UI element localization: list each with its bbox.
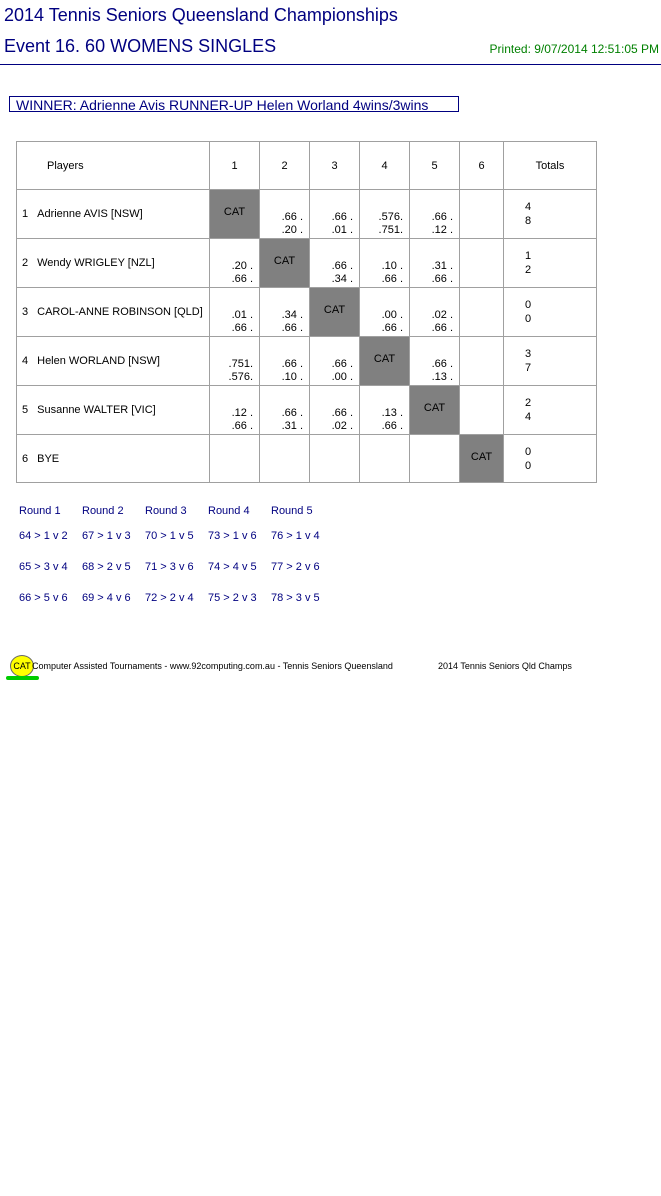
score-cell [260,288,310,337]
col-header-4: 4 [360,142,410,190]
score-line: .31 . [431,260,453,272]
score-cell [410,190,460,239]
empty-cell [460,239,504,288]
cat-cell: CAT [310,288,360,337]
page-title: 2014 Tennis Seniors Queensland Championships [4,5,398,25]
empty-cell [460,337,504,386]
empty-cell [310,435,360,483]
total-value: 4 [525,411,532,423]
score-line: .66 . [431,322,453,334]
match-entry: 73 > 1 v 6 [208,530,257,542]
score-line: .66 . [281,358,303,370]
player-label: Adrienne AVIS [NSW] [37,208,143,220]
score-line: .13 . [381,407,403,419]
score-cell [310,239,360,288]
player-number: 4 [22,355,29,367]
player-number: 5 [22,404,29,416]
cat-cell: CAT [260,239,310,288]
player-name [17,337,210,386]
score-line: .02 . [331,420,353,432]
score-line: .66 . [231,322,253,334]
player-name [17,190,210,239]
player-number: 3 [22,306,29,318]
score-line: .66 . [281,407,303,419]
score-cell [210,337,260,386]
match-entry: 72 > 2 v 4 [145,592,194,604]
match-entry: 68 > 2 v 5 [82,561,131,573]
match-entry: 76 > 1 v 4 [271,530,320,542]
total-value: 8 [525,215,532,227]
score-line: .66 . [331,358,353,370]
score-line: .01 . [331,224,353,236]
score-line: .66 . [281,211,303,223]
empty-cell [460,288,504,337]
total-value: 3 [525,348,532,360]
score-line: .20 . [231,260,253,272]
cat-cell: CAT [360,337,410,386]
score-cell [210,239,260,288]
results-grid [16,141,597,483]
totals-header: Totals [504,142,597,190]
match-entry: 69 > 4 v 6 [82,592,131,604]
empty-cell [260,435,310,483]
round-label: Round 2 [82,505,124,517]
match-entry: 74 > 4 v 5 [208,561,257,573]
score-line: .66 . [381,420,403,432]
round-label: Round 5 [271,505,313,517]
match-entry: 75 > 2 v 3 [208,592,257,604]
match-entry: 78 > 3 v 5 [271,592,320,604]
score-line: .751. [228,358,253,370]
match-entry: 66 > 5 v 6 [19,592,68,604]
score-cell [360,239,410,288]
score-line: .66 . [281,322,303,334]
score-cell [260,386,310,435]
score-cell [360,190,410,239]
table-row [17,386,597,435]
score-line: .00 . [381,309,403,321]
score-line: .66 . [431,358,453,370]
player-label: Susanne WALTER [VIC] [37,404,156,416]
score-cell [410,239,460,288]
table-row [17,288,597,337]
totals-cell [504,386,597,435]
col-header-2: 2 [260,142,310,190]
empty-cell [210,435,260,483]
score-line: .12 . [431,224,453,236]
score-line: .576. [378,211,403,223]
score-line: .13 . [431,371,453,383]
match-entry: 70 > 1 v 5 [145,530,194,542]
score-cell [310,386,360,435]
score-cell [410,288,460,337]
totals-cell [504,435,597,483]
logo-underline [6,676,39,680]
total-value: 0 [525,445,532,458]
score-line: .20 . [281,224,303,236]
score-line: .66 . [231,420,253,432]
match-entry: 77 > 2 v 6 [271,561,320,573]
score-line: .66 . [431,211,453,223]
score-line: .576. [228,371,253,383]
score-line: .10 . [281,371,303,383]
total-value: 2 [525,397,532,409]
player-name [17,288,210,337]
table-row [17,337,597,386]
winner-box: WINNER: Adrienne Avis RUNNER-UP Helen Worland 4wins/3wins [9,96,459,112]
player-label: Helen WORLAND [NSW] [37,355,160,367]
score-line: .66 . [331,407,353,419]
score-line: .00 . [331,371,353,383]
col-header-6: 6 [460,142,504,190]
score-line: .751. [378,224,403,236]
score-line: .66 . [381,322,403,334]
score-cell [360,288,410,337]
player-name [17,435,210,483]
player-name [17,239,210,288]
printed-timestamp: Printed: 9/07/2014 12:51:05 PM [489,42,659,56]
match-entry: 67 > 1 v 3 [82,530,131,542]
col-header-1: 1 [210,142,260,190]
totals-cell [504,337,597,386]
player-label: Wendy WRIGLEY [NZL] [37,257,155,269]
player-label: BYE [37,452,60,465]
match-entry: 65 > 3 v 4 [19,561,68,573]
event-title: Event 16. 60 WOMENS SINGLES [4,36,277,56]
score-line: .66 . [331,260,353,272]
score-cell [260,337,310,386]
cat-logo: CAT [10,655,34,677]
col-header-3: 3 [310,142,360,190]
table-row [17,239,597,288]
player-number: 6 [22,452,29,465]
total-value: 1 [525,250,532,262]
table-row [17,435,597,483]
header-divider [0,64,661,65]
match-entry: 64 > 1 v 2 [19,530,68,542]
player-number: 2 [22,257,29,269]
total-value: 0 [525,299,532,311]
totals-cell [504,190,597,239]
footer-event-name: 2014 Tennis Seniors Qld Champs [438,661,572,671]
score-line: .34 . [331,273,353,285]
match-entry: 71 > 3 v 6 [145,561,194,573]
table-row [17,190,597,239]
score-line: .02 . [431,309,453,321]
player-name [17,386,210,435]
empty-cell [460,190,504,239]
score-line: .01 . [231,309,253,321]
round-label: Round 4 [208,505,250,517]
score-line: .10 . [381,260,403,272]
score-line: .66 . [431,273,453,285]
round-label: Round 3 [145,505,187,517]
players-header: Players [17,142,210,190]
score-cell [410,337,460,386]
score-cell [210,288,260,337]
total-value: 7 [525,362,532,374]
empty-cell [360,435,410,483]
total-value: 0 [525,313,532,325]
score-line: .12 . [231,407,253,419]
total-value: 0 [525,459,532,472]
score-cell [360,386,410,435]
player-label: CAROL-ANNE ROBINSON [QLD] [37,306,203,318]
empty-cell [460,386,504,435]
score-line: .31 . [281,420,303,432]
totals-cell [504,288,597,337]
col-header-5: 5 [410,142,460,190]
total-value: 4 [525,201,532,213]
score-line: .66 . [231,273,253,285]
totals-cell [504,239,597,288]
round-label: Round 1 [19,505,61,517]
score-cell [310,337,360,386]
cat-cell: CAT [410,386,460,435]
score-cell [310,190,360,239]
empty-cell [410,435,460,483]
score-line: .34 . [281,309,303,321]
cat-cell: CAT [210,190,260,239]
total-value: 2 [525,264,532,276]
score-cell [210,386,260,435]
score-line: .66 . [381,273,403,285]
player-number: 1 [22,208,29,220]
grid-header-row [17,142,597,190]
footer-credit: Computer Assisted Tournaments - www.92computing.com.au - Tennis Seniors Queensland [32,661,393,671]
score-line: .66 . [331,211,353,223]
cat-cell: CAT [460,435,504,483]
score-cell [260,190,310,239]
